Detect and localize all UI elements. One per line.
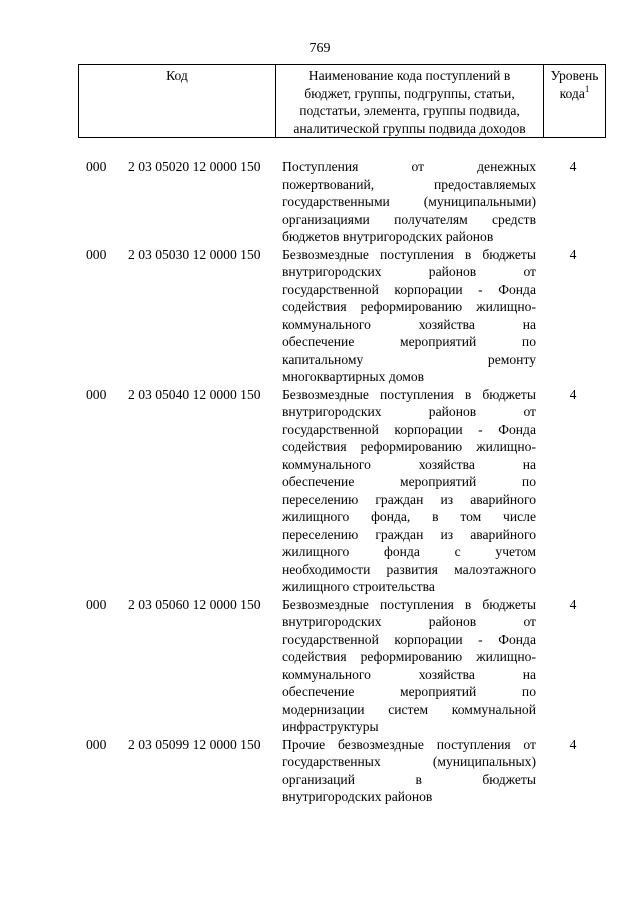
row-name-line: содействия реформированию жилищно-: [282, 649, 536, 664]
table-header: [78, 64, 606, 138]
row-admin-code: 000: [86, 736, 107, 752]
table-row: [0, 736, 640, 806]
header-level-footnote: 1: [584, 83, 590, 94]
row-name-line: переселению граждан из аварийного: [282, 491, 536, 507]
row-name-line: Безвозмездные поступления в бюджеты: [282, 386, 536, 402]
row-admin-code: 000: [86, 246, 107, 262]
row-name-line: коммунального хозяйства на: [282, 316, 536, 332]
row-level: 4: [569, 159, 577, 174]
row-name: [282, 386, 536, 596]
row-name-line: капитальному ремонту: [282, 351, 536, 367]
page-number: 769: [309, 41, 331, 56]
row-admin-code: 000: [86, 596, 107, 612]
header-name-line: подстатьи, элемента, группы подвида,: [299, 103, 520, 118]
row-admin-code: 000: [86, 159, 107, 174]
row-name: [282, 596, 536, 736]
row-level: 4: [569, 246, 577, 262]
row-income-code: 2 03 05030 12 0000 150: [128, 246, 261, 262]
row-name-line: государственной корпорации - Фонда: [282, 421, 536, 437]
table-row: [0, 386, 640, 596]
row-name-line: жилищного фонда с учетом: [282, 544, 536, 559]
table-body: [0, 158, 640, 806]
row-name-line: государственными (муниципальными): [282, 194, 536, 209]
row-name-line: бюджетов внутригородских районов: [282, 229, 494, 244]
row-name-line: содействия реформированию жилищно-: [282, 299, 536, 314]
row-name-line: обеспечение мероприятий по: [282, 684, 536, 699]
row-name: [282, 246, 536, 386]
row-name-line: внутригородских районов от: [282, 404, 536, 419]
header-code-label: Код: [166, 68, 188, 83]
row-name-line: Прочие безвозмездные поступления от: [282, 736, 536, 752]
row-name-line: обеспечение мероприятий по: [282, 334, 536, 349]
row-name-line: внутригородских районов от: [282, 264, 536, 279]
row-name-line: переселению граждан из аварийного: [282, 526, 536, 542]
row-income-code: 2 03 05099 12 0000 150: [128, 736, 261, 752]
row-name-line: модернизации систем коммунальной: [282, 701, 536, 717]
row-income-code: 2 03 05020 12 0000 150: [128, 159, 261, 174]
row-level: 4: [569, 596, 577, 612]
row-name-line: обеспечение мероприятий по: [282, 474, 536, 489]
row-name-line: организациями получателям средств: [282, 211, 536, 227]
row-level: 4: [569, 386, 577, 402]
header-name-line: аналитической группы подвида доходов: [293, 120, 526, 136]
header-level-line: Уровень: [550, 68, 599, 83]
row-name-line: внутригородских районов от: [282, 614, 536, 629]
row-income-code: 2 03 05060 12 0000 150: [128, 596, 261, 612]
row-name-line: внутригородских районов: [282, 789, 433, 804]
row-name-line: Безвозмездные поступления в бюджеты: [282, 246, 536, 262]
row-name-line: пожертвований, предоставляемых: [282, 176, 536, 192]
row-name-line: жилищного строительства: [282, 579, 435, 594]
header-name-line: Наименование кода поступлений в: [308, 68, 511, 83]
row-name-line: Поступления от денежных: [282, 159, 536, 174]
row-name-line: государственной корпорации - Фонда: [282, 631, 536, 647]
row-income-code: 2 03 05040 12 0000 150: [128, 386, 261, 402]
row-name-line: жилищного фонда, в том числе: [282, 509, 536, 524]
row-name-line: инфраструктуры: [282, 719, 379, 734]
row-name-line: государственной корпорации - Фонда: [282, 281, 536, 297]
table-row: [0, 158, 640, 246]
table-row: [0, 246, 640, 386]
row-name-line: коммунального хозяйства на: [282, 666, 536, 682]
row-name-line: организаций в бюджеты: [282, 771, 536, 787]
row-name-line: содействия реформированию жилищно-: [282, 439, 536, 454]
row-name-line: Безвозмездные поступления в бюджеты: [282, 596, 536, 612]
row-name-line: государственных (муниципальных): [282, 754, 536, 769]
row-name: [282, 158, 536, 246]
header-level-line: [544, 85, 605, 103]
header-level: [543, 65, 605, 137]
header-level-label: кода: [559, 85, 585, 101]
header-name-line: бюджет, группы, подгруппы, статьи,: [304, 85, 515, 101]
table-row: [0, 596, 640, 736]
header-name: [275, 65, 543, 137]
row-name-line: необходимости развития малоэтажного: [282, 561, 536, 577]
row-level: 4: [569, 736, 577, 752]
row-name-line: многоквартирных домов: [282, 369, 425, 384]
row-name-line: коммунального хозяйства на: [282, 456, 536, 472]
header-code: [79, 65, 275, 137]
row-name: [282, 736, 536, 806]
row-admin-code: 000: [86, 386, 107, 402]
